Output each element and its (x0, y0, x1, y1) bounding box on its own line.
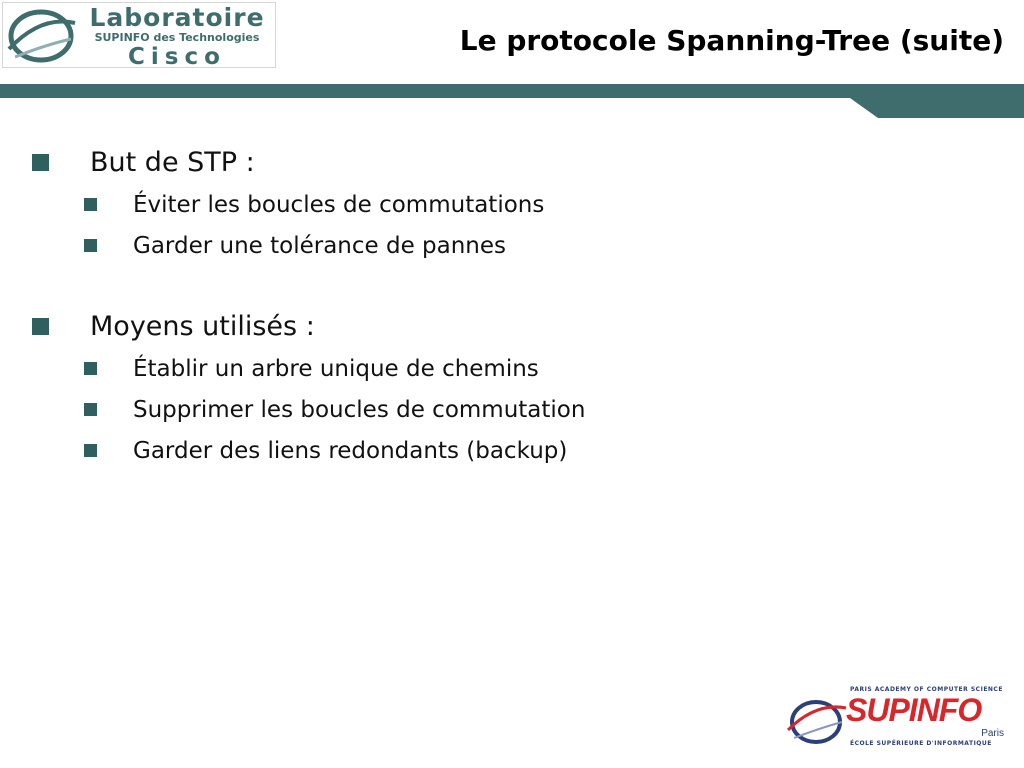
sub-bullet-list (32, 348, 932, 471)
supinfo-city: Paris (981, 728, 1004, 739)
bullet-text: Garder des liens redondants (backup) (133, 437, 568, 464)
laboratoire-cisco-logo (2, 2, 276, 68)
section-moyens-utilises (32, 304, 932, 471)
square-bullet-icon (84, 403, 97, 416)
bullet-level1 (32, 304, 932, 348)
supinfo-logo (786, 686, 1012, 752)
bullet-level2 (32, 430, 932, 471)
square-bullet-icon (32, 318, 49, 335)
sub-bullet-list (32, 184, 932, 266)
bullet-level1 (32, 140, 932, 184)
square-bullet-icon (84, 198, 97, 211)
bullet-level2 (32, 225, 932, 266)
supinfo-tagline-bottom: ÉCOLE SUPÉRIEURE D'INFORMATIQUE (850, 740, 992, 747)
square-bullet-icon (84, 239, 97, 252)
bullet-text: Établir un arbre unique de chemins (133, 355, 539, 382)
square-bullet-icon (32, 154, 49, 171)
logo-line-cisco: Cisco (128, 44, 226, 70)
bullet-level2 (32, 184, 932, 225)
bullet-level2 (32, 389, 932, 430)
globe-swoosh-icon (5, 5, 77, 67)
logo-line-laboratoire: Laboratoire (89, 3, 265, 32)
square-bullet-icon (84, 444, 97, 457)
supinfo-tagline-top: PARIS ACADEMY OF COMPUTER SCIENCE (850, 686, 1003, 693)
slide-title: Le protocole Spanning-Tree (suite) (459, 24, 1004, 57)
bullet-level2 (32, 348, 932, 389)
slide-content (32, 140, 932, 509)
section-heading: Moyens utilisés : (90, 310, 315, 342)
supinfo-wordmark: SUPINFO (846, 692, 982, 728)
square-bullet-icon (84, 362, 97, 375)
globe-swoosh-icon (786, 692, 848, 750)
slide-header (0, 0, 1024, 120)
logo-line-supinfo: SUPINFO des Technologies (94, 31, 260, 44)
bullet-text: Garder une tolérance de pannes (133, 232, 507, 259)
bullet-text: Éviter les boucles de commutations (133, 191, 545, 218)
section-heading: But de STP : (90, 146, 255, 178)
bullet-text: Supprimer les boucles de commutation (133, 396, 586, 423)
section-but-de-stp (32, 140, 932, 266)
